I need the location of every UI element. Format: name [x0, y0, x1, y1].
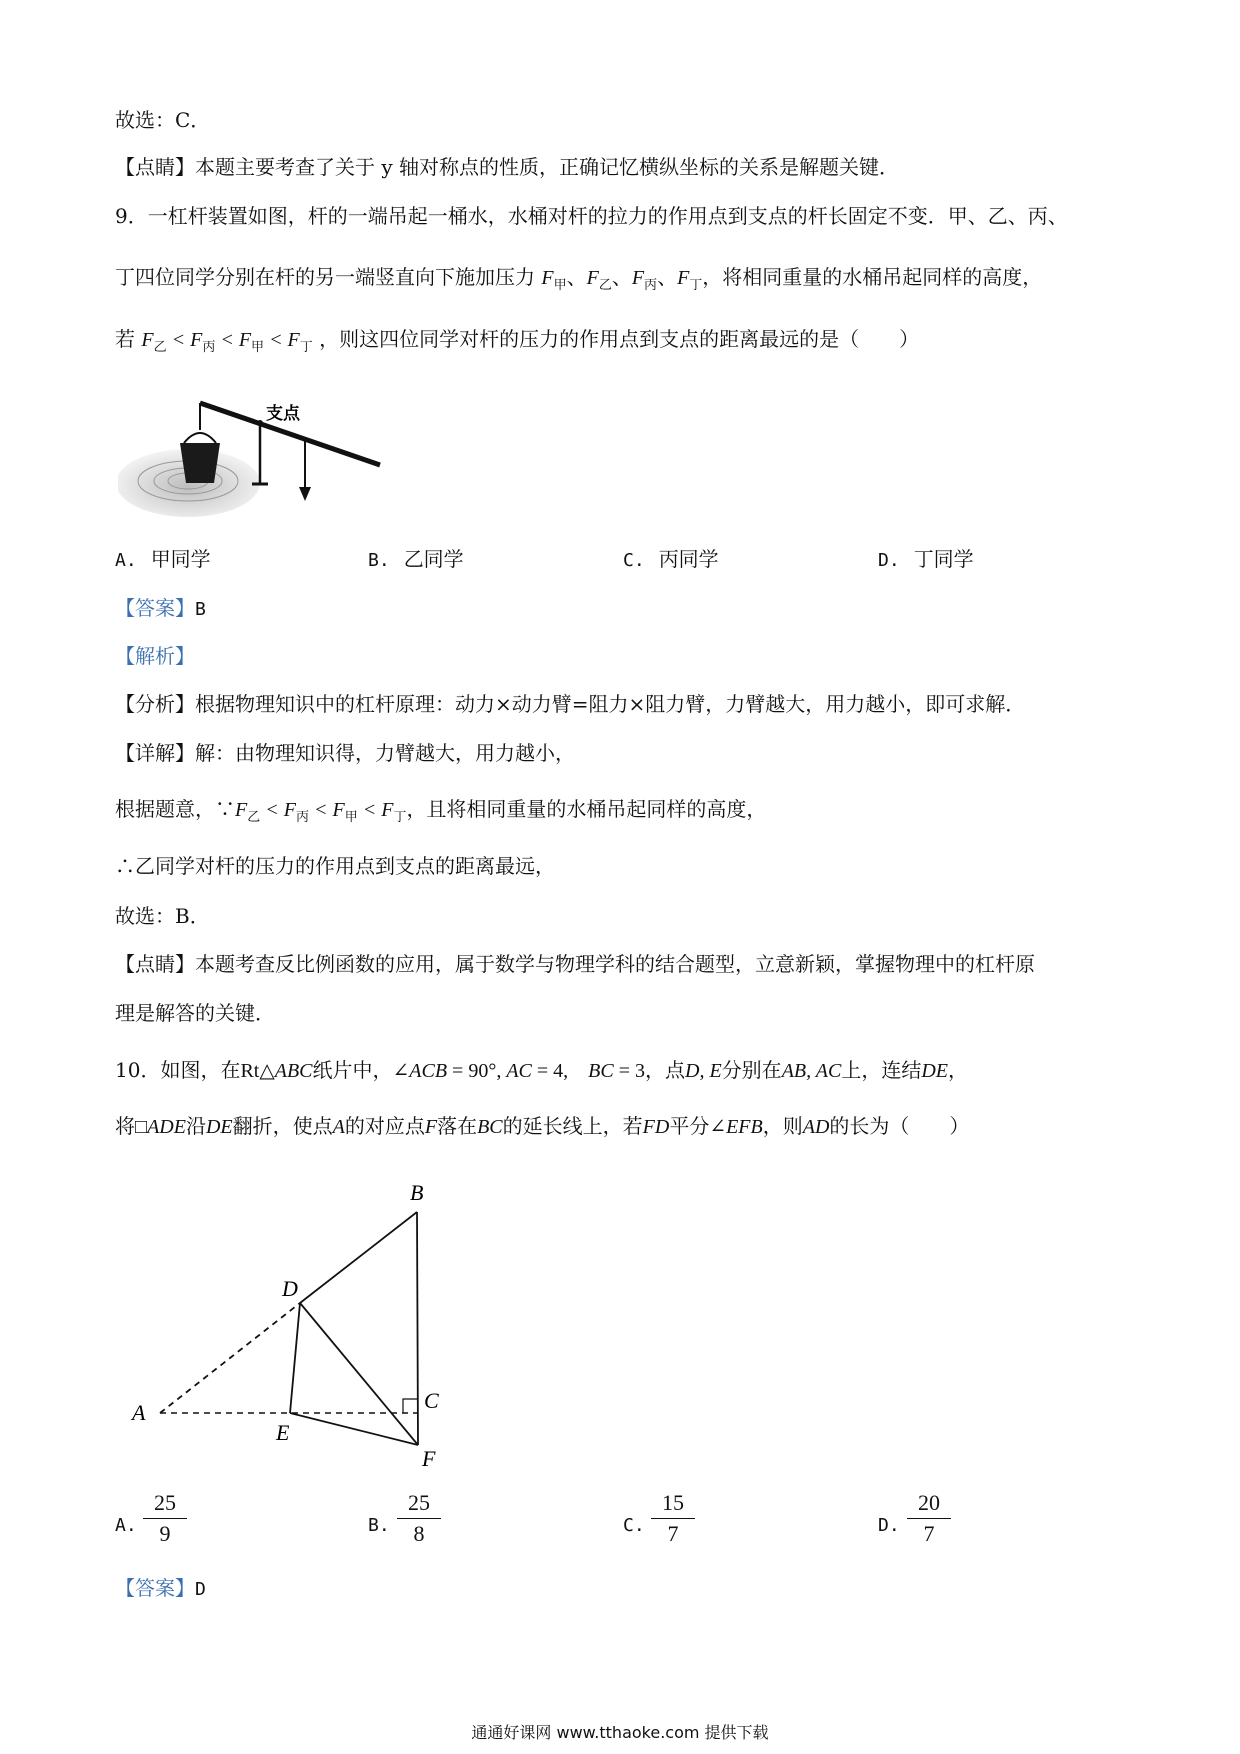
- q10-line-1: 10．如图，在Rt△ABC纸片中，∠ACB = 90°, AC = 4, BC = 3，点D, E分别在AB, AC上，连结DE，: [115, 1058, 968, 1082]
- q9-dianjing-2: 理是解答的关键．: [115, 1001, 275, 1025]
- segment-bf: [417, 1212, 418, 1445]
- fulcrum-label: 支点: [266, 404, 300, 424]
- q9-line-1: 9．一杠杆装置如图，杆的一端吊起一桶水，水桶对杆的拉力的作用点到支点的杆长固定不变．甲、乙、丙、: [115, 204, 1068, 228]
- q9-xiangjie: 【详解】解：由物理知识得，力臂越大，用力越小，: [115, 741, 575, 765]
- q10-option-d-fraction: $\frac{20}{7}$: [907, 1488, 951, 1549]
- segment-de: [290, 1303, 300, 1413]
- q9-fenxi: 【分析】根据物理知识中的杠杆原理：动力×动力臂=阻力×阻力臂，力臂越大，用力越小，即可求解．: [115, 692, 1026, 716]
- q10-line-2: 将□ADE沿DE翻折，使点A的对应点F落在BC的延长线上，若FD平分∠EFB，则AD的长为（ ）: [115, 1114, 970, 1138]
- segment-ad-dashed: [160, 1303, 300, 1413]
- q9-dianjing-1: 【点睛】本题考查反比例函数的应用，属于数学与物理学科的结合题型，立意新颖，掌握物理中的杠杆原: [115, 952, 1035, 976]
- q9-conclusion: ∴乙同学对杆的压力的作用点到支点的距离最远，: [115, 854, 555, 878]
- right-angle-mark: [403, 1399, 417, 1413]
- q10-option-c[interactable]: C.: [623, 1515, 645, 1536]
- label-f: F: [422, 1446, 436, 1470]
- triangle-figure: [120, 1170, 460, 1470]
- line-gu-xuan-c: 故选：C．: [115, 108, 211, 132]
- q9-option-c[interactable]: C. 丙同学: [623, 547, 719, 571]
- q10-option-b[interactable]: B.: [368, 1515, 390, 1536]
- bucket-handle: [184, 433, 216, 443]
- q10-option-b-fraction: $\frac{25}{8}$: [397, 1488, 441, 1549]
- q9-option-b[interactable]: B. 乙同学: [368, 547, 464, 571]
- q9-option-a[interactable]: A. 甲同学: [115, 547, 211, 571]
- q9-line-3: 若 $F_乙 < F_丙 < F_甲 < F_丁$ ，则这四位同学对杆的压力的作用点到支点的距离最远的是（ ）: [115, 327, 920, 354]
- q9-genju: 根据题意，$\because F_乙 < F_丙 < F_甲 < F_丁$，且将相同重量的水桶吊起同样的高度，: [115, 797, 767, 824]
- q9-guxuan: 故选：B．: [115, 904, 210, 928]
- lever-figure: [118, 395, 388, 520]
- line-dian-jing-1: 【点睛】本题主要考查了关于 y 轴对称点的性质，正确记忆横纵坐标的关系是解题关键．: [115, 155, 900, 179]
- segment-ef: [290, 1413, 418, 1445]
- segment-df: [300, 1303, 418, 1445]
- label-b: B: [410, 1180, 424, 1205]
- label-c: C: [424, 1388, 439, 1413]
- q9-answer: 【答案】B: [115, 596, 206, 620]
- q9-line-2: 丁四位同学分别在杆的另一端竖直向下施加压力 $F_甲$、$F_乙$、$F_丙$、$F_丁$，将相同重量的水桶吊起同样的高度，: [115, 265, 1043, 292]
- q10-option-c-fraction: $\frac{15}{7}$: [651, 1488, 695, 1549]
- q9-analysis-tag: 【解析】: [115, 644, 195, 668]
- q10-option-a-fraction: $\frac{25}{9}$: [143, 1488, 187, 1549]
- q9-option-d[interactable]: D. 丁同学: [878, 547, 974, 571]
- q10-option-a[interactable]: A.: [115, 1515, 137, 1536]
- label-a: A: [132, 1400, 146, 1425]
- bucket-icon: [180, 443, 220, 483]
- page-footer: 通通好课网 www.tthaoke.com 提供下载: [471, 1723, 769, 1742]
- label-e: E: [276, 1420, 290, 1445]
- q10-option-d[interactable]: D.: [878, 1515, 900, 1536]
- label-d: D: [282, 1276, 298, 1301]
- segment-db: [300, 1212, 417, 1303]
- q10-answer: 【答案】D: [115, 1576, 206, 1600]
